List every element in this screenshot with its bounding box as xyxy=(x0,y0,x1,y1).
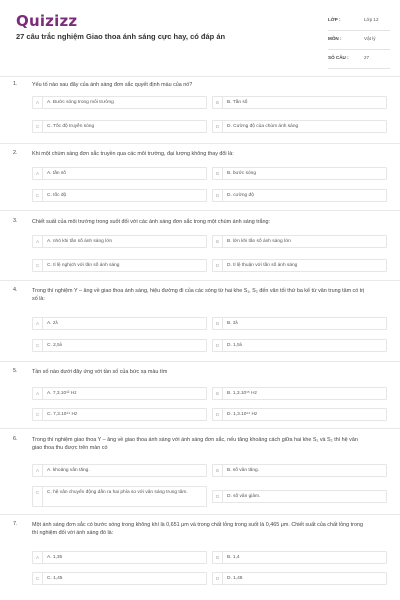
option-d[interactable] xyxy=(212,339,387,352)
meta-row-count xyxy=(328,52,390,69)
option-text: D. 1,5λ xyxy=(227,342,243,348)
option-letter: D xyxy=(213,121,223,132)
option-d[interactable] xyxy=(212,408,387,421)
option-text: C. 1,45 xyxy=(47,575,63,581)
option-d[interactable] xyxy=(212,572,387,585)
option-text: B. 1,4 xyxy=(227,554,240,560)
meta-row-subject xyxy=(328,33,390,50)
option-letter: C xyxy=(33,121,43,132)
option-letter: C xyxy=(33,409,43,420)
option-letter: A xyxy=(33,318,43,329)
option-c[interactable] xyxy=(32,408,207,421)
option-c[interactable] xyxy=(32,120,207,133)
option-letter: D xyxy=(213,340,223,351)
option-letter: A xyxy=(33,552,43,563)
question-text: Yếu tố nào sau đây của ánh sáng đơn sắc quyết định màu của nó? xyxy=(32,82,193,88)
question-number: 3. xyxy=(13,218,18,224)
option-letter: B xyxy=(213,168,223,179)
question-divider xyxy=(0,514,400,515)
page-title: 27 câu trắc nghiệm Giao thoa ánh sáng cực hay, có đáp án xyxy=(16,32,226,41)
option-text: D. Cường độ của chùm ánh sáng xyxy=(227,123,299,129)
option-letter: A xyxy=(33,388,43,399)
option-text: D. 1,48 xyxy=(227,575,243,581)
question-text: Trong thí nghiệm Y – âng về giao thoa ánh sáng, hiệu đường đi của các sóng từ hai khe S₁, S₂ đến vân tối thứ ba kể từ vân trung tâm có trị số là: xyxy=(32,288,365,302)
option-letter: B xyxy=(213,388,223,399)
option-letter: C xyxy=(33,260,43,271)
option-letter: D xyxy=(213,260,223,271)
option-letter: A xyxy=(33,168,43,179)
option-b[interactable] xyxy=(212,167,387,180)
option-a[interactable] xyxy=(32,167,207,180)
option-d[interactable] xyxy=(212,189,387,202)
meta-panel xyxy=(328,14,390,71)
option-b[interactable] xyxy=(212,317,387,330)
question-text: Trong thí nghiệm giao thoa Y – âng về giao thoa ánh sáng với ánh sáng đơn sắc, nếu tăng khoảng cách giữa hai khe S₁ và S₂ thì hệ vân giao thoa thu được trên màn có xyxy=(32,437,358,451)
question-number: 2. xyxy=(13,150,18,156)
option-text: C. 7,3.10¹⁴ Hz xyxy=(47,411,78,417)
option-letter: B xyxy=(213,318,223,329)
question-number: 1. xyxy=(13,81,18,87)
meta-value: 27 xyxy=(364,55,370,60)
option-text: A. 1,35 xyxy=(47,554,63,560)
option-c[interactable] xyxy=(32,486,207,507)
option-c[interactable] xyxy=(32,572,207,585)
question-number: 5. xyxy=(13,368,18,374)
option-letter: C xyxy=(33,190,43,201)
option-letter: D xyxy=(213,409,223,420)
option-a[interactable] xyxy=(32,387,207,400)
question-divider xyxy=(0,361,400,362)
option-b[interactable] xyxy=(212,551,387,564)
option-text: D. 1,3.10¹⁴ Hz xyxy=(227,411,258,417)
option-letter: D xyxy=(213,190,223,201)
option-text: A. nhỏ khi tần số ánh sáng lớn xyxy=(47,238,113,244)
question-number: 7. xyxy=(13,521,18,527)
option-letter: B xyxy=(213,552,223,563)
option-letter: A xyxy=(33,236,43,247)
option-letter: B xyxy=(213,465,223,476)
option-b[interactable] xyxy=(212,96,387,109)
option-a[interactable] xyxy=(32,235,207,248)
meta-row-class xyxy=(328,14,390,31)
question-number: 4. xyxy=(13,287,18,293)
question-text: Tần số nào dưới đây ứng với tần số của bức xạ màu tím xyxy=(32,369,168,375)
question-divider xyxy=(0,143,400,144)
meta-value: Lớp 12 xyxy=(364,17,379,22)
option-text: A. khoảng vân tăng. xyxy=(47,467,90,473)
option-text: D. số vân giảm. xyxy=(227,493,261,499)
quizizz-logo: Quizizz xyxy=(16,12,78,30)
question-text: Chiết suất của môi trường trong suốt đối với các ánh sáng đơn sắc trong một chùm ánh sáng trắng: xyxy=(32,219,271,225)
option-text: C. tốc độ xyxy=(47,192,67,198)
option-b[interactable] xyxy=(212,464,387,477)
option-a[interactable] xyxy=(32,317,207,330)
option-text: B. số vân tăng. xyxy=(227,467,259,473)
option-text: B. bước sóng xyxy=(227,170,257,176)
option-text: C. 2,5λ xyxy=(47,342,63,348)
option-text: B. Tần số xyxy=(227,99,248,105)
option-c[interactable] xyxy=(32,189,207,202)
option-d[interactable] xyxy=(212,490,387,503)
option-a[interactable] xyxy=(32,464,207,477)
meta-label: MÔN : xyxy=(328,36,342,41)
header-divider xyxy=(0,76,400,77)
meta-value: Vật lý xyxy=(364,36,376,41)
meta-label: LỚP : xyxy=(328,17,341,22)
option-text: A. Bước sóng trong môi trường xyxy=(47,99,114,105)
option-a[interactable] xyxy=(32,96,207,109)
option-letter: C xyxy=(33,573,43,584)
option-text: D. tỉ lệ thuận với tần số ánh sáng xyxy=(227,262,298,268)
option-letter: B xyxy=(213,236,223,247)
option-text: D. cường độ xyxy=(227,192,254,198)
option-text: C. Tốc độ truyền sóng xyxy=(47,123,95,129)
option-letter: C xyxy=(33,487,43,506)
option-letter: C xyxy=(33,340,43,351)
option-letter: D xyxy=(213,573,223,584)
option-text: B. 3λ xyxy=(227,320,238,326)
option-letter: D xyxy=(213,491,223,502)
option-letter: A xyxy=(33,97,43,108)
option-b[interactable] xyxy=(212,235,387,248)
option-letter: A xyxy=(33,465,43,476)
option-letter: B xyxy=(213,97,223,108)
question-divider xyxy=(0,428,400,429)
question-divider xyxy=(0,210,400,211)
option-text: B. 1,3.10¹⁵ Hz xyxy=(227,390,257,396)
option-text: A. 7,3.10¹² Hz xyxy=(47,390,77,396)
question-text: Một ánh sáng đơn sắc có bước sóng trong không khí là 0,651 μm và trong chất lỏng trong suốt là 0,465 μm. Chiết suất của chất lỏng trong thí nghiệm đối với ánh sáng đó là: xyxy=(32,522,363,536)
option-text: C. tỉ lệ nghịch với tần số ánh sáng xyxy=(47,262,120,268)
option-d[interactable] xyxy=(212,259,387,272)
question-number: 6. xyxy=(13,436,18,442)
option-b[interactable] xyxy=(212,387,387,400)
question-text: Khi một chùm sáng đơn sắc truyền qua các môi trường, đại lượng không thay đổi là: xyxy=(32,151,234,157)
meta-label: SỐ CÂU : xyxy=(328,55,349,60)
option-c[interactable] xyxy=(32,259,207,272)
option-d[interactable] xyxy=(212,120,387,133)
option-a[interactable] xyxy=(32,551,207,564)
option-text: A. tần số xyxy=(47,170,66,176)
question-divider xyxy=(0,280,400,281)
option-text: C. hệ vân chuyển động dần ra hai phía so với vân sáng trung tâm. xyxy=(47,490,188,495)
option-text: B. lớn khi tần số ánh sáng lớn xyxy=(227,238,291,244)
option-text: A. 2λ xyxy=(47,320,58,326)
option-c[interactable] xyxy=(32,339,207,352)
